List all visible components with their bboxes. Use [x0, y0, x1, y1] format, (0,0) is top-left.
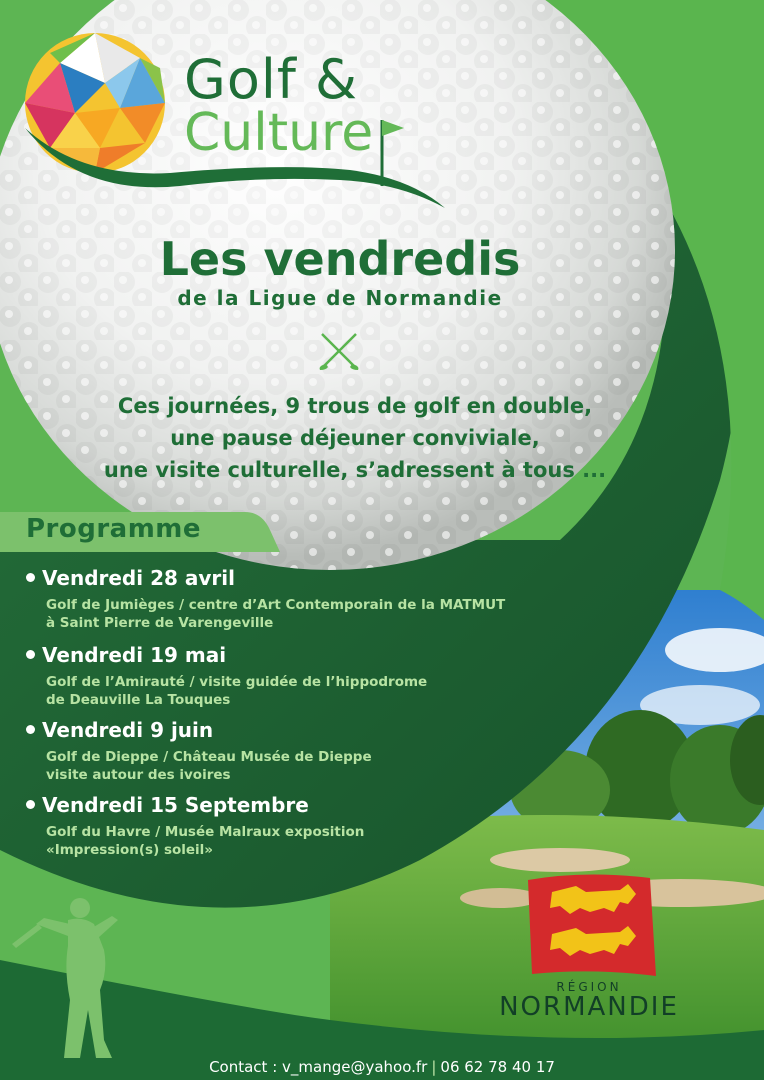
crossed-clubs-icon [316, 330, 362, 372]
contact-phone[interactable]: 06 62 78 40 17 [440, 1058, 555, 1076]
golf-flag-icon [374, 116, 408, 188]
event-item [26, 718, 372, 784]
contact-line [0, 1058, 764, 1076]
event-item [26, 643, 427, 709]
event-desc-line: Golf du Havre / Musée Malraux exposition [46, 824, 365, 840]
bullet-icon [26, 725, 35, 734]
region-label: RÉGION [556, 980, 622, 994]
contact-separator: | [431, 1058, 437, 1076]
intro-line: Ces journées, 9 trous de golf en double, [117, 394, 593, 418]
event-day: Vendredi 9 juin [42, 718, 214, 742]
event-desc-line: Golf de Dieppe / Château Musée de Dieppe [46, 749, 372, 765]
event-desc-line: de Deauville La Touques [46, 692, 231, 708]
page-title: Les vendredis [159, 232, 521, 286]
event-desc-line: «Impression(s) soleil» [46, 842, 214, 858]
intro-text [30, 390, 680, 486]
bullet-icon [26, 650, 35, 659]
event-day: Vendredi 15 Septembre [42, 793, 309, 817]
intro-line: une visite culturelle, s’adressent à tous ... [103, 458, 607, 482]
event-desc-line: Golf de l’Amirauté / visite guidée de l’hippodrome [46, 674, 428, 690]
golfer-silhouette-icon [8, 890, 148, 1062]
subtitle: de la Ligue de Normandie [177, 286, 503, 310]
event-desc-line: à Saint Pierre de Varengeville [46, 615, 274, 631]
bullet-icon [26, 800, 35, 809]
event-day: Vendredi 19 mai [42, 643, 227, 667]
intro-line: une pause déjeuner conviviale, [170, 426, 540, 450]
region-name: NORMANDIE [499, 992, 679, 1022]
logo-golf-text: Golf & [184, 48, 359, 111]
programme-heading: Programme [26, 514, 202, 544]
contact-prefix: Contact : [209, 1058, 283, 1076]
event-item [26, 793, 364, 859]
event-item [26, 566, 505, 632]
bullet-icon [26, 573, 35, 582]
event-desc-line: visite autour des ivoires [46, 767, 231, 783]
normandy-lions-flag-icon [524, 872, 659, 980]
event-desc-line: Golf de Jumièges / centre d’Art Contemporain de la MATMUT [46, 597, 506, 613]
region-normandie-logo [494, 872, 694, 1032]
logo-culture-text: Culture [184, 103, 374, 163]
contact-email[interactable]: v_mange@yahoo.fr [282, 1058, 428, 1076]
event-day: Vendredi 28 avril [42, 566, 235, 590]
